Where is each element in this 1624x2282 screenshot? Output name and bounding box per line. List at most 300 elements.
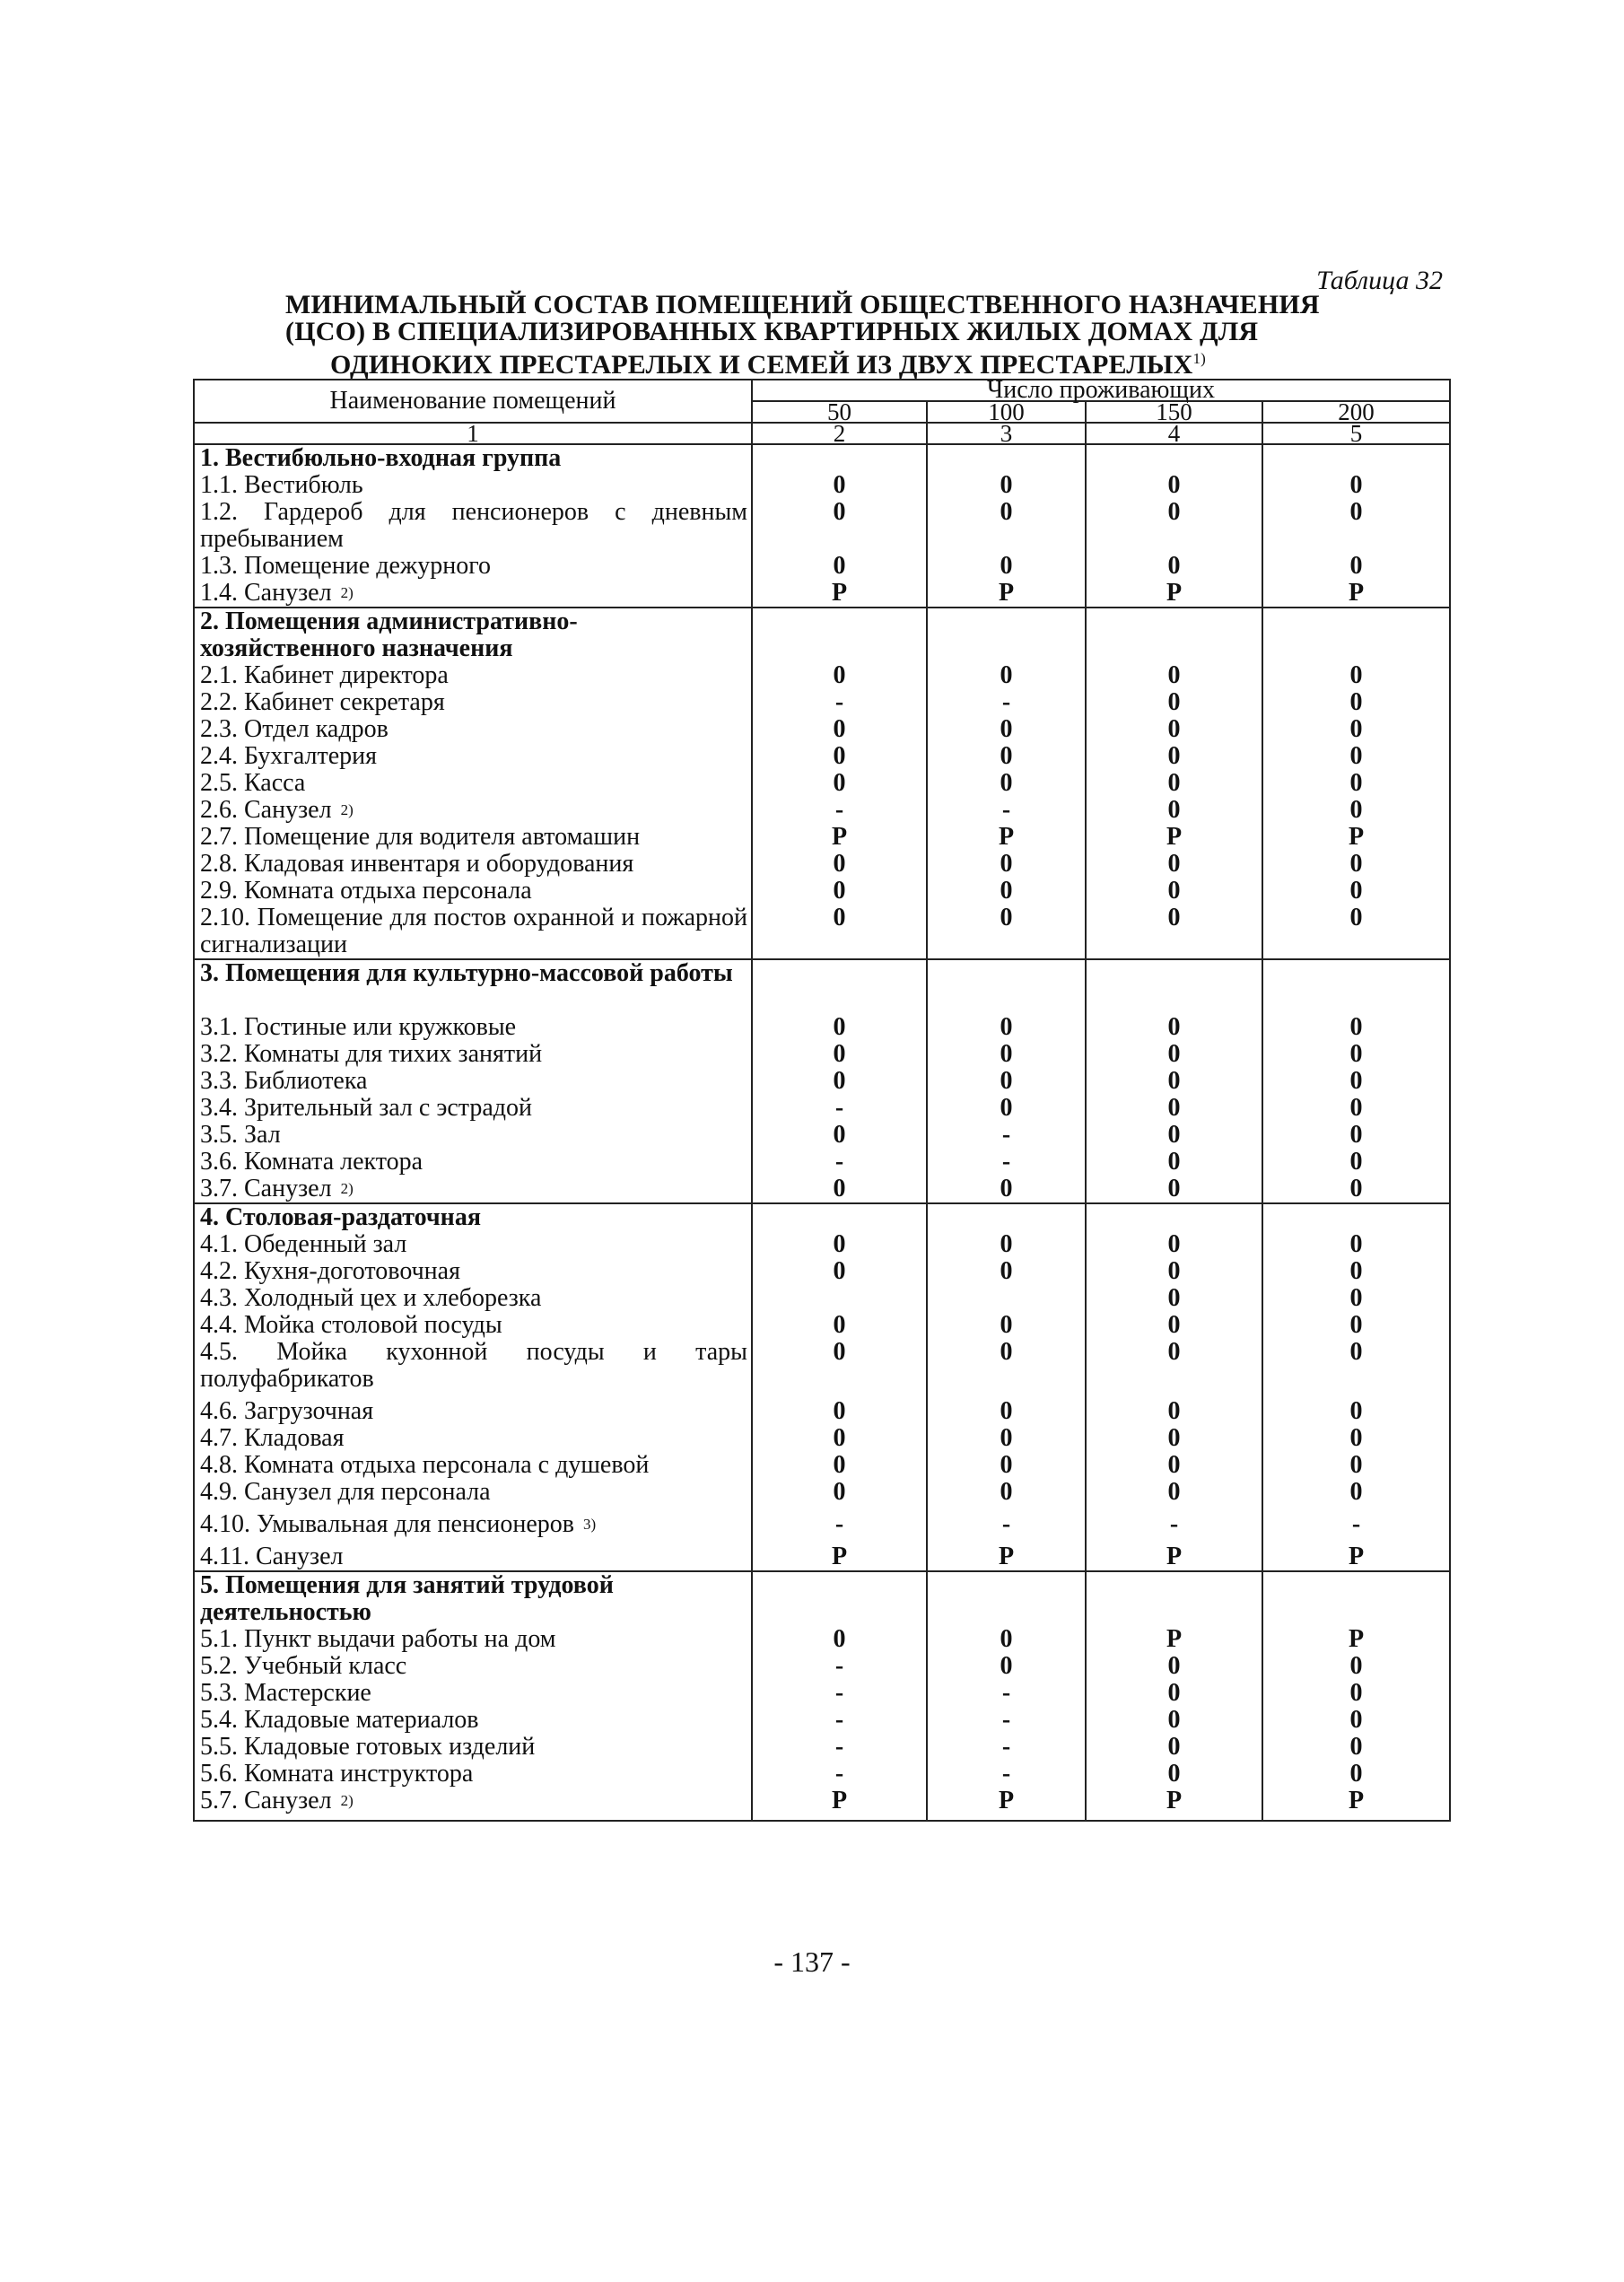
value-column-5: [1262, 959, 1450, 1203]
room-value: 0: [833, 1397, 846, 1425]
room-footnote: 2): [340, 801, 354, 818]
room-value: -: [1001, 1760, 1011, 1788]
room-value: 0: [833, 877, 846, 905]
value-column-5: [1262, 608, 1450, 959]
section-block: [194, 608, 1450, 959]
room-value: 0: [1000, 552, 1013, 580]
room-row: [200, 743, 746, 770]
room-value: 0: [1349, 1760, 1363, 1788]
room-value: Р: [1166, 1543, 1183, 1570]
room-name: 3.4. Зрительный зал с эстрадой: [200, 1094, 533, 1122]
room-value: 0: [1000, 1175, 1013, 1202]
table-label: Таблица 32: [1316, 266, 1443, 295]
room-row: [200, 1398, 746, 1425]
room-value: 0: [1167, 661, 1181, 689]
room-value: 0: [1349, 904, 1363, 931]
room-value: 0: [1000, 742, 1013, 770]
room-row: [200, 1734, 746, 1761]
section-title-spacer: [1092, 608, 1256, 662]
room-row: [200, 1068, 746, 1095]
room-row: [200, 1626, 746, 1653]
room-value: 0: [1000, 877, 1013, 905]
room-name: 5.6. Комната инструктора: [200, 1760, 474, 1788]
room-value: -: [834, 1148, 844, 1176]
room-value: 0: [1000, 1451, 1013, 1479]
value-column-2: [752, 444, 927, 608]
room-value: 0: [1000, 1424, 1013, 1452]
room-value: 0: [833, 1040, 846, 1068]
room-value: -: [1001, 1148, 1011, 1176]
room-name: 5.5. Кладовые готовых изделий: [200, 1733, 536, 1761]
room-value: 0: [1167, 1652, 1181, 1680]
room-row: [200, 499, 746, 553]
room-row: [200, 851, 746, 878]
section-title-spacer: [758, 1572, 921, 1626]
room-value: Р: [1166, 823, 1183, 851]
room-value: 0: [1167, 1679, 1181, 1707]
title-line-3-text: ОДИНОКИХ ПРЕСТАРЕЛЫХ И СЕМЕЙ ИЗ ДВУХ ПРЕСТАРЕЛЫХ: [330, 350, 1193, 380]
room-name: 4.3. Холодный цех и хлеборезка: [200, 1284, 542, 1312]
room-value: Р: [1166, 1787, 1183, 1814]
room-value: 0: [1000, 1257, 1013, 1285]
value-column-3: [927, 608, 1086, 959]
room-value: -: [1001, 1733, 1011, 1761]
page-number: - 137 -: [773, 1945, 851, 1978]
room-value: -: [834, 796, 844, 824]
room-value: 0: [1167, 1067, 1181, 1095]
value-column-2: [752, 1571, 927, 1821]
room-value: 0: [1167, 1760, 1181, 1788]
section-title-spacer: [933, 1572, 1079, 1626]
room-value: Р: [1348, 579, 1365, 607]
room-value: 0: [1167, 1478, 1181, 1506]
room-name: 4.5. Мойка кухонной посуды и тары полуфабрикатов: [200, 1338, 747, 1393]
room-name: 4.4. Мойка столовой посуды: [200, 1311, 502, 1339]
col-number-5: 5: [1262, 423, 1450, 444]
title-line-1: МИНИМАЛЬНЫЙ СОСТАВ ПОМЕЩЕНИЙ ОБЩЕСТВЕННОГО НАЗНАЧЕНИЯ: [285, 290, 1320, 319]
room-value: 0: [1349, 1311, 1363, 1339]
value-column-4: [1086, 1203, 1262, 1571]
header-count-50: 50: [752, 401, 927, 423]
room-name: 4.7. Кладовая: [200, 1424, 345, 1452]
room-name: 1.1. Вестибюль: [200, 471, 363, 499]
room-value: Р: [998, 1543, 1015, 1570]
room-value: 0: [1167, 1175, 1181, 1202]
room-value: 0: [1167, 877, 1181, 905]
header-count-100: 100: [927, 401, 1086, 423]
value-column-3: [927, 959, 1086, 1203]
title-footnote: 1): [1192, 350, 1207, 367]
header-count-200: 200: [1262, 401, 1450, 423]
room-value: 0: [1167, 904, 1181, 931]
room-row: [200, 1041, 746, 1068]
section-names-cell: [194, 608, 752, 959]
room-value: -: [834, 1679, 844, 1707]
section-title-spacer: [758, 445, 921, 472]
room-value: 0: [833, 471, 846, 499]
section-title-spacer: [1092, 1572, 1256, 1626]
room-row: [200, 662, 746, 689]
room-value: -: [1001, 1706, 1011, 1734]
room-value: 0: [1000, 1094, 1013, 1122]
room-row: [200, 878, 746, 905]
room-name: 1.3. Помещение дежурного: [200, 552, 492, 580]
room-value: Р: [1166, 579, 1183, 607]
room-value: 0: [833, 661, 846, 689]
room-name: 5.4. Кладовые материалов: [200, 1706, 479, 1734]
room-value: 0: [833, 1424, 846, 1452]
room-row: [200, 1653, 746, 1680]
room-value: 0: [1167, 552, 1181, 580]
room-value: 0: [1167, 1338, 1181, 1366]
section-names-cell: [194, 1203, 752, 1571]
value-column-4: [1086, 444, 1262, 608]
section-names-cell: [194, 1571, 752, 1821]
room-value: 0: [1167, 742, 1181, 770]
room-value: 0: [1167, 796, 1181, 824]
room-name: 5.2. Учебный класс: [200, 1652, 407, 1680]
room-value: Р: [1348, 1625, 1365, 1653]
room-row: [200, 716, 746, 743]
room-value: 0: [1000, 498, 1013, 526]
room-row: [200, 905, 746, 958]
value-column-2: [752, 959, 927, 1203]
room-value: 0: [1167, 769, 1181, 797]
room-name: 4.2. Кухня-доготовочная: [200, 1257, 460, 1285]
section-title-spacer: [1269, 1572, 1444, 1626]
room-value: 0: [1349, 1451, 1363, 1479]
room-name: 4.8. Комната отдыха персонала с душевой: [200, 1451, 650, 1479]
room-name: 5.3. Мастерские: [200, 1679, 371, 1707]
room-value: 0: [833, 552, 846, 580]
room-row: [200, 1339, 746, 1398]
room-row: [200, 472, 746, 499]
section-title-spacer: [933, 960, 1079, 1014]
section-title-spacer: [933, 1204, 1079, 1231]
room-row: [200, 1479, 746, 1511]
section-names-cell: [194, 444, 752, 608]
section-title-spacer: [1269, 608, 1444, 662]
room-name: 2.9. Комната отдыха персонала: [200, 877, 532, 905]
value-column-3: [927, 1571, 1086, 1821]
room-row: [200, 1680, 746, 1707]
room-value: 0: [1349, 1175, 1363, 1202]
title-line-3: [285, 345, 1452, 379]
section-title-spacer: [758, 608, 921, 662]
room-name: 2.5. Касса: [200, 769, 306, 797]
room-name: 2.7. Помещение для водителя автомашин: [200, 823, 641, 851]
section-title-spacer: [758, 1204, 921, 1231]
room-value: 0: [833, 1013, 846, 1041]
section-block: [194, 1571, 1450, 1821]
room-name: 3.1. Гостиные или кружковые: [200, 1013, 517, 1041]
room-value: 0: [1000, 471, 1013, 499]
room-row: [200, 1788, 746, 1820]
room-name: 4.11. Санузел: [200, 1543, 344, 1570]
room-name: 3.5. Зал: [200, 1121, 281, 1149]
room-row: [200, 1511, 746, 1543]
room-value: 0: [833, 1625, 846, 1653]
room-name: 4.1. Обеденный зал: [200, 1230, 407, 1258]
room-value: 0: [1167, 715, 1181, 743]
room-value: 0: [833, 850, 846, 878]
value-column-5: [1262, 1203, 1450, 1571]
room-row: [200, 770, 746, 797]
room-value: 0: [1000, 850, 1013, 878]
room-value: 0: [1000, 1230, 1013, 1258]
room-row: [200, 1707, 746, 1734]
room-row: [200, 1122, 746, 1149]
room-value: 0: [1167, 1733, 1181, 1761]
room-value: 0: [1349, 498, 1363, 526]
header-room-name: Наименование помещений: [194, 380, 752, 423]
room-name: 4.9. Санузел для персонала: [200, 1478, 491, 1506]
room-value: -: [834, 1733, 844, 1761]
room-value: 0: [1167, 1451, 1181, 1479]
room-value: 0: [1000, 769, 1013, 797]
col-number-1: 1: [194, 423, 752, 444]
room-value: 0: [1349, 1094, 1363, 1122]
room-name: 2.2. Кабинет секретаря: [200, 688, 445, 716]
room-value: 0: [1349, 1478, 1363, 1506]
room-value: Р: [998, 823, 1015, 851]
room-footnote: 2): [340, 1792, 354, 1809]
room-value: -: [834, 1706, 844, 1734]
room-value: 0: [1349, 769, 1363, 797]
col-number-4: 4: [1086, 423, 1262, 444]
room-value: 0: [833, 1067, 846, 1095]
room-value: 0: [1167, 850, 1181, 878]
title-line-2: (ЦСО) В СПЕЦИАЛИЗИРОВАННЫХ КВАРТИРНЫХ ЖИЛЫХ ДОМАХ ДЛЯ: [285, 317, 1259, 346]
room-name: 4.6. Загрузочная: [200, 1397, 374, 1425]
room-row: [200, 824, 746, 851]
room-name: 2.6. Санузел: [200, 796, 332, 824]
room-row: [200, 1285, 746, 1312]
room-footnote: 2): [340, 1180, 354, 1197]
value-column-4: [1086, 608, 1262, 959]
value-column-2: [752, 1203, 927, 1571]
section-title: 2. Помещения административно-хозяйственного назначения: [200, 608, 578, 662]
room-value: Р: [831, 1787, 848, 1814]
room-value: 0: [1167, 1148, 1181, 1176]
rooms-table: [193, 376, 1451, 1822]
room-value: 0: [1349, 1424, 1363, 1452]
room-value: -: [834, 1760, 844, 1788]
room-value: 0: [1000, 1067, 1013, 1095]
section-block: [194, 1203, 1450, 1571]
table-body: [194, 444, 1450, 1821]
room-value: Р: [998, 1787, 1015, 1814]
room-value: -: [834, 1652, 844, 1680]
room-row: [200, 1761, 746, 1788]
room-value: 0: [1000, 1397, 1013, 1425]
room-value: 0: [1000, 1013, 1013, 1041]
room-value: 0: [833, 1451, 846, 1479]
section-title: 1. Вестибюльно-входная группа: [200, 444, 562, 472]
room-value: 0: [1167, 1284, 1181, 1312]
room-name: 3.7. Санузел: [200, 1175, 332, 1202]
room-value: 0: [833, 715, 846, 743]
section-title-spacer: [1092, 445, 1256, 472]
room-value: 0: [1167, 1706, 1181, 1734]
room-value: -: [1351, 1510, 1361, 1538]
room-name: 2.1. Кабинет директора: [200, 661, 449, 689]
room-value: 0: [1167, 1424, 1181, 1452]
section-title-spacer: [1269, 445, 1444, 472]
room-name: 3.6. Комната лектора: [200, 1148, 423, 1176]
room-value: 0: [1349, 1284, 1363, 1312]
room-value: 0: [1349, 1397, 1363, 1425]
room-name: 5.1. Пункт выдачи работы на дом: [200, 1625, 556, 1653]
room-value: 0: [1349, 850, 1363, 878]
room-footnote: 2): [340, 584, 354, 601]
section-block: [194, 444, 1450, 608]
room-value: -: [1169, 1510, 1179, 1538]
room-value: 0: [1000, 904, 1013, 931]
room-footnote: 3): [583, 1516, 597, 1533]
room-value: Р: [1348, 1787, 1365, 1814]
section-title-spacer: [933, 445, 1079, 472]
room-value: 0: [1167, 1311, 1181, 1339]
room-value: 0: [1167, 498, 1181, 526]
room-value: 0: [1349, 1733, 1363, 1761]
value-column-3: [927, 1203, 1086, 1571]
room-value: 0: [833, 1175, 846, 1202]
value-column-2: [752, 608, 927, 959]
room-row: [200, 1176, 746, 1202]
room-value: 0: [833, 1311, 846, 1339]
room-value: -: [834, 688, 844, 716]
room-value: 0: [1349, 661, 1363, 689]
room-value: 0: [1167, 1121, 1181, 1149]
room-value: 0: [833, 742, 846, 770]
room-value: 0: [1349, 1121, 1363, 1149]
room-value: 0: [1000, 1478, 1013, 1506]
room-value: 0: [1349, 552, 1363, 580]
room-value: 0: [1349, 1706, 1363, 1734]
room-value: [758, 1285, 921, 1312]
section-title-spacer: [933, 608, 1079, 662]
room-value: Р: [1348, 823, 1365, 851]
room-value: 0: [1349, 1067, 1363, 1095]
room-value: Р: [1348, 1543, 1365, 1570]
room-row: [200, 1014, 746, 1041]
room-value: 0: [1167, 1230, 1181, 1258]
room-value: 0: [1349, 796, 1363, 824]
room-value: -: [1001, 1679, 1011, 1707]
room-row: [200, 1231, 746, 1258]
room-value: Р: [1166, 1625, 1183, 1653]
room-value: Р: [831, 823, 848, 851]
room-row: [200, 553, 746, 580]
room-value: 0: [1349, 1679, 1363, 1707]
room-value: 0: [1349, 1230, 1363, 1258]
room-name: 2.3. Отдел кадров: [200, 715, 389, 743]
room-value: 0: [1167, 471, 1181, 499]
section-title: 3. Помещения для культурно-массовой работы: [200, 959, 733, 987]
room-value: 0: [833, 1338, 846, 1366]
room-value: 0: [1349, 1652, 1363, 1680]
section-title-spacer: [1092, 1204, 1256, 1231]
table-title: [285, 292, 1452, 379]
room-value: 0: [1000, 1338, 1013, 1366]
header-residents: Число проживающих: [752, 380, 1450, 401]
room-value: 0: [1349, 1148, 1363, 1176]
room-name: 1.2. Гардероб для пенсионеров с дневным пребыванием: [200, 498, 747, 553]
room-value: Р: [998, 579, 1015, 607]
room-value: 0: [833, 769, 846, 797]
section-title-spacer: [1269, 1204, 1444, 1231]
room-value: 0: [1000, 1652, 1013, 1680]
room-value: 0: [1349, 742, 1363, 770]
room-name: 2.4. Бухгалтерия: [200, 742, 378, 770]
section-title-spacer: [758, 960, 921, 1014]
value-column-4: [1086, 1571, 1262, 1821]
room-row: [200, 1095, 746, 1122]
section-title-spacer: [1092, 960, 1256, 1014]
room-value: -: [834, 1510, 844, 1538]
room-name: 2.10. Помещение для постов охранной и пожарной сигнализации: [200, 904, 747, 958]
room-name: 4.10. Умывальная для пенсионеров: [200, 1510, 574, 1538]
value-column-4: [1086, 959, 1262, 1203]
room-row: [200, 1543, 746, 1570]
room-row: [200, 797, 746, 824]
room-value: 0: [1349, 1257, 1363, 1285]
value-column-5: [1262, 1571, 1450, 1821]
room-row: [200, 580, 746, 607]
room-value: 0: [1349, 1040, 1363, 1068]
room-value: -: [1001, 1510, 1011, 1538]
room-value: 0: [1000, 1311, 1013, 1339]
room-value: 0: [1000, 1625, 1013, 1653]
room-name: 1.4. Санузел: [200, 579, 332, 607]
room-value: 0: [1000, 715, 1013, 743]
room-name: 5.7. Санузел: [200, 1787, 332, 1814]
value-column-5: [1262, 444, 1450, 608]
room-value: 0: [833, 1257, 846, 1285]
room-value: 0: [1349, 1013, 1363, 1041]
section-names-cell: [194, 959, 752, 1203]
room-name: 3.2. Комнаты для тихих занятий: [200, 1040, 543, 1068]
room-name: 3.3. Библиотека: [200, 1067, 368, 1095]
col-number-3: 3: [927, 423, 1086, 444]
room-row: [200, 1258, 746, 1285]
section-block: [194, 959, 1450, 1203]
room-row: [200, 689, 746, 716]
room-value: 0: [1000, 1040, 1013, 1068]
room-value: 0: [1349, 1338, 1363, 1366]
room-value: 0: [833, 1121, 846, 1149]
room-value: [933, 1285, 1079, 1312]
room-value: Р: [831, 1543, 848, 1570]
room-row: [200, 1312, 746, 1339]
room-value: 0: [1349, 471, 1363, 499]
section-title: 5. Помещения для занятий трудовой деятельностью: [200, 1571, 614, 1626]
room-value: -: [1001, 796, 1011, 824]
room-row: [200, 1425, 746, 1452]
room-value: 0: [1000, 661, 1013, 689]
room-value: 0: [1167, 688, 1181, 716]
room-value: 0: [1167, 1397, 1181, 1425]
room-value: 0: [833, 904, 846, 931]
room-name: 2.8. Кладовая инвентаря и оборудования: [200, 850, 634, 878]
room-value: 0: [833, 1230, 846, 1258]
room-value: 0: [1167, 1257, 1181, 1285]
col-number-2: 2: [752, 423, 927, 444]
room-value: 0: [1349, 715, 1363, 743]
room-value: 0: [1349, 688, 1363, 716]
room-value: 0: [833, 1478, 846, 1506]
